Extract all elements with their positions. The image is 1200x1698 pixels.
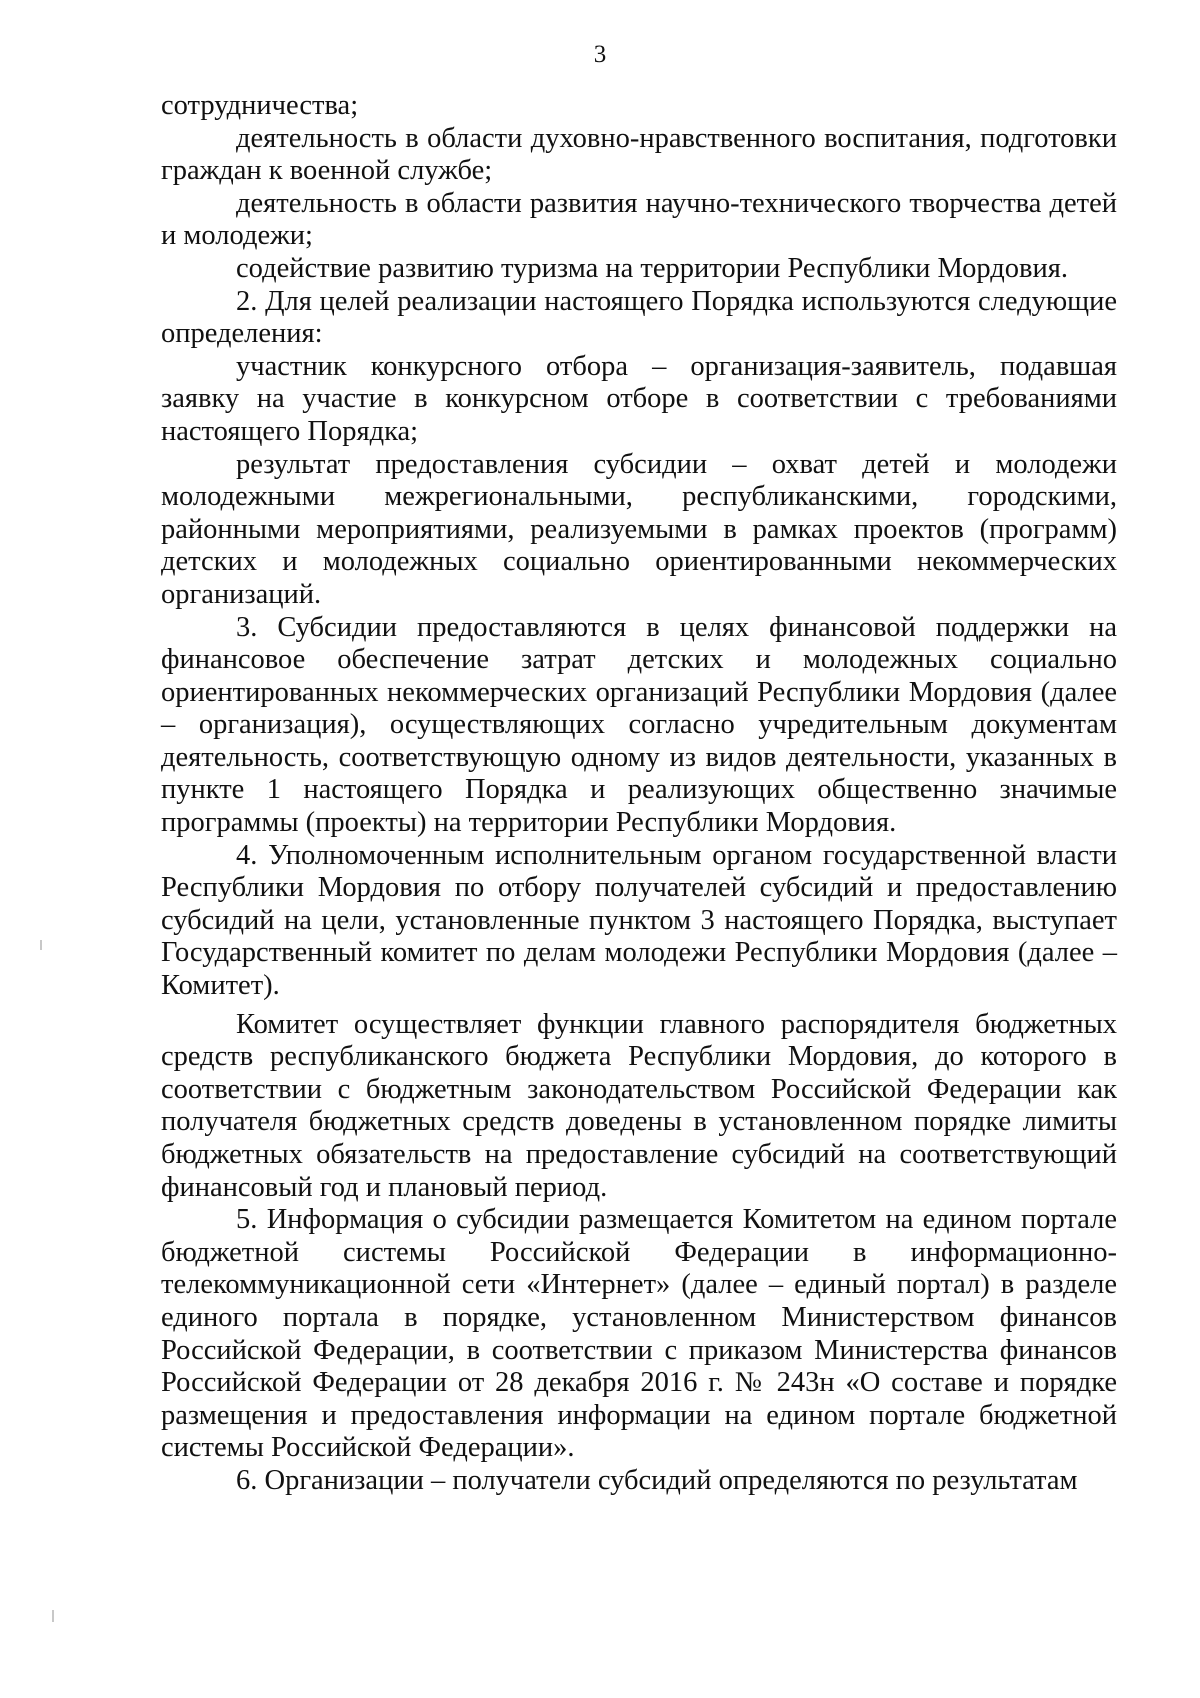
paragraph: 5. Информация о субсидии размещается Комитетом на едином портале бюджетной системы Российской Федерации в информационно-телекоммуникационной сети «Интернет» (далее – единый портал) в разделе единого портала в порядке, установленном Министерством финансов Российской Федерации, в соответствии с приказом Министерства финансов Российской Федерации от 28 декабря 2016 г. № 243н «О составе и порядке размещения и предоставления информации на едином портале бюджетной системы Российской Федерации». [161, 1204, 1117, 1464]
paragraph: 6. Организации – получатели субсидий определяются по результатам [236, 1464, 1078, 1496]
paragraph: результат предоставления субсидии – охват детей и молодежи молодежными межрегиональными, республиканскими, городскими, районными мероприятиями, реализуемыми в рамках проектов (программ) детских и молодежных социально ориентированными некоммерческих организаций. [161, 448, 1117, 610]
paragraph: 2. Для целей реализации настоящего Порядка используются следующие определения: [161, 285, 1117, 350]
paragraph: 3. Субсидии предоставляются в целях финансовой поддержки на финансовое обеспечение затрат детских и молодежных социально ориентированных некоммерческих организаций Республики Мордовия (далее – организация), осуществляющих согласно учредительным документам деятельность, соответствующую одному из видов деятельности, указанных в пункте 1 настоящего Порядка и реализующих общественно значимые программы (проекты) на территории Республики Мордовия. [161, 611, 1117, 839]
scan-margin-mark [52, 1610, 54, 1622]
paragraph: участник конкурсного отбора – организация-заявитель, подавшая заявку на участие в конкурсном отборе в соответствии с требованиями настоящего Порядка; [161, 350, 1117, 447]
paragraph: деятельность в области развития научно-технического творчества детей и молодежи; [161, 187, 1117, 252]
paragraph: Комитет осуществляет функции главного распорядителя бюджетных средств республиканского бюджета Республики Мордовия, до которого в соответствии с бюджетным законодательством Российской Федерации как получателя бюджетных средств доведены в установленном порядке лимиты бюджетных обязательств на предоставление субсидий на соответствующий финансовый год и плановый период. [161, 1008, 1117, 1203]
document-body [161, 90, 1117, 1498]
paragraph: сотрудничества; [161, 90, 359, 121]
scan-margin-mark [40, 940, 42, 950]
page-number: 3 [593, 41, 607, 68]
paragraph: содействие развитию туризма на территории Республики Мордовия. [236, 252, 1068, 284]
paragraph: деятельность в области духовно-нравственного воспитания, подготовки граждан к военной службе; [161, 122, 1117, 187]
paragraph: 4. Уполномоченным исполнительным органом государственной власти Республики Мордовия по отбору получателей субсидий и предоставлению субсидий на цели, установленные пунктом 3 настоящего Порядка, выступает Государственный комитет по делам молодежи Республики Мордовия (далее – Комитет). [161, 839, 1117, 1002]
